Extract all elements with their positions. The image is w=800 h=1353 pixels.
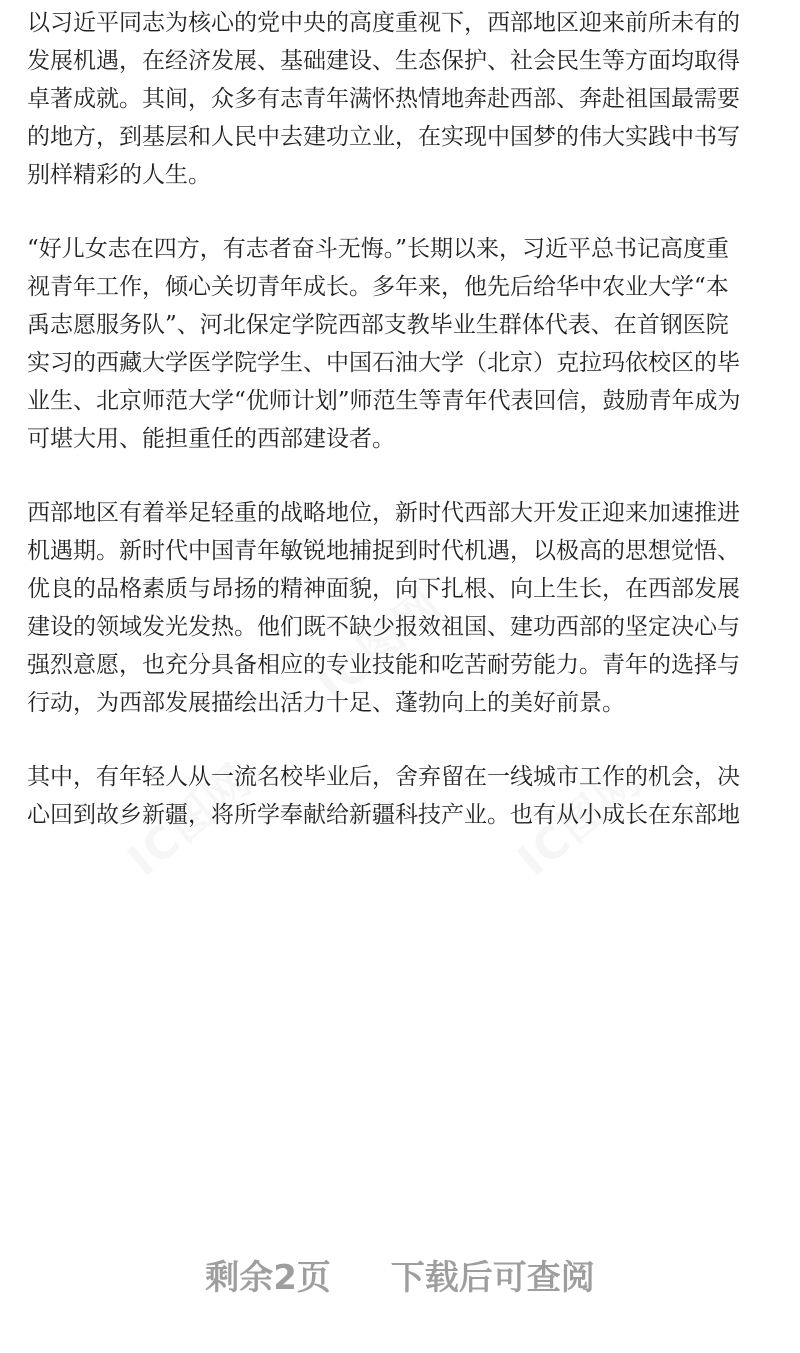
text-line: 业生、北京师范大学“优师计划”师范生等青年代表回信，鼓励青年成为 [27, 388, 741, 414]
paragraph-1 [27, 4, 775, 194]
text-line: 优良的品格素质与昂扬的精神面貌，向下扎根、向上生长，在西部发展 [27, 576, 740, 602]
paragraph-4 [27, 758, 775, 834]
text-line: 禹志愿服务队”、河北保定学院西部支教毕业生群体代表、在首钢医院 [27, 312, 729, 338]
paragraph-spacer [27, 458, 775, 494]
text-line: 机遇期。新时代中国青年敏锐地捕捉到时代机遇，以极高的思想觉悟、 [27, 538, 740, 564]
text-line: “好儿女志在四方，有志者奋斗无悔。”长期以来，习近平总书记高度重 [27, 236, 730, 262]
text-line: 卓著成就。其间，众多有志青年满怀热情地奔赴西部、奔赴祖国最需要 [27, 86, 740, 112]
paragraph-3 [27, 494, 775, 722]
document-body [27, 4, 775, 834]
paragraph-2 [27, 230, 775, 458]
text-line: 其中，有年轻人从一流名校毕业后，舍弃留在一线城市工作的机会，决 [27, 764, 740, 790]
text-line: 心回到故乡新疆，将所学奉献给新疆科技产业。也有从小成长在东部地 [27, 802, 740, 828]
paragraph-spacer [27, 194, 775, 230]
download-to-view-label[interactable]: 下载后可查阅 [390, 1258, 595, 1298]
text-line: 以习近平同志为核心的党中央的高度重视下，西部地区迎来前所未有的 [27, 10, 740, 36]
text-line: 建设的领域发光发热。他们既不缺少报效祖国、建功西部的坚定决心与 [27, 614, 740, 640]
download-prompt[interactable] [0, 1250, 800, 1299]
text-line: 视青年工作，倾心关切青年成长。多年来，他先后给华中农业大学“本 [27, 274, 729, 300]
text-line: 的地方，到基层和人民中去建功立业，在实现中国梦的伟大实践中书写 [27, 124, 740, 150]
paragraph-spacer [27, 722, 775, 758]
text-line: 强烈意愿，也充分具备相应的专业技能和吃苦耐劳能力。青年的选择与 [27, 652, 740, 678]
remaining-pages-label: 剩余2页 [205, 1258, 331, 1298]
text-line: 可堪大用、能担重任的西部建设者。 [27, 426, 395, 452]
text-line: 发展机遇，在经济发展、基础建设、生态保护、社会民生等方面均取得 [27, 48, 740, 74]
text-line: 行动，为西部发展描绘出活力十足、蓬勃向上的美好前景。 [27, 690, 625, 716]
text-line: 西部地区有着举足轻重的战略地位，新时代西部大开发正迎来加速推进 [27, 500, 740, 526]
text-line: 别样精彩的人生。 [27, 162, 211, 188]
text-line: 实习的西藏大学医学院学生、中国石油大学（北京）克拉玛依校区的毕 [27, 350, 740, 376]
